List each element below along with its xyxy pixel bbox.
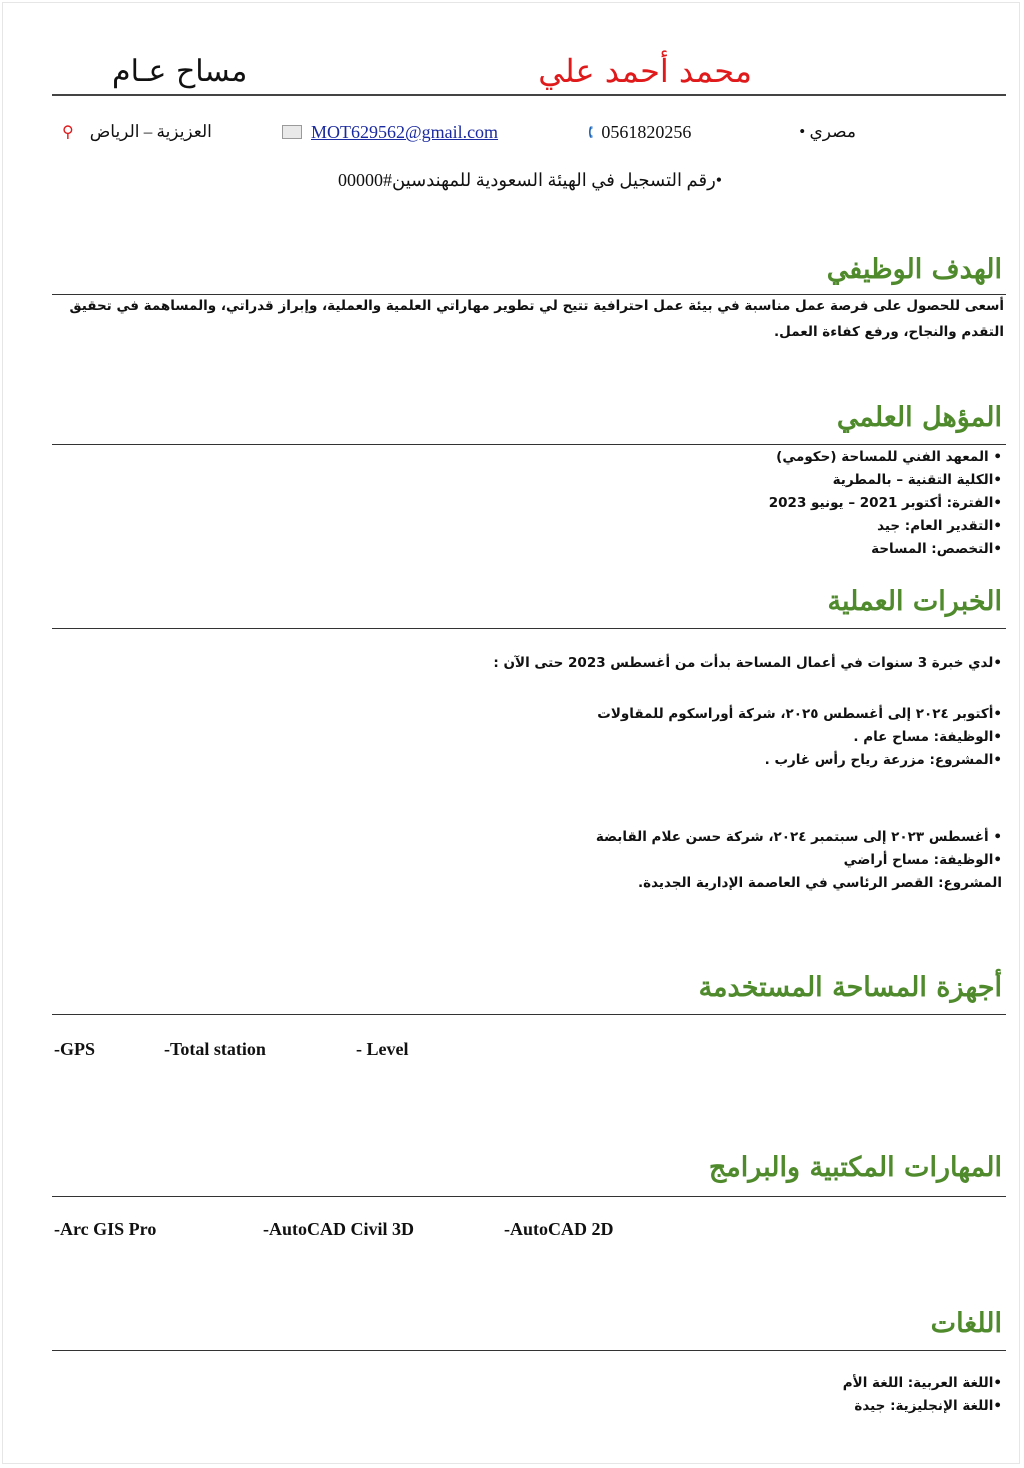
education-list: [769, 446, 1002, 561]
objective-heading: الهدف الوظيفي: [826, 254, 1002, 285]
objective-text: أسعى للحصول على فرصة عمل مناسبة في بيئة عمل احترافية تتيح لي تطوير مهاراتي العلمية والعملية، وإبراز قدراتي، والمساهمة في تحقيق التقدم والنجاح، ورفع كفاءة العمل.: [69, 298, 1004, 340]
person-name: محمد أحمد علي: [538, 52, 752, 90]
experience-heading: الخبرات العملية: [827, 586, 1002, 617]
phone-field[interactable]: [588, 122, 691, 143]
software-arcgis-pro: -Arc GIS Pro: [54, 1219, 157, 1239]
list-item: •التخصص: المساحة: [871, 541, 1002, 557]
list-item: •اللغة العربية: اللغة الأم: [842, 1375, 1002, 1391]
device-level: - Level: [356, 1039, 409, 1059]
list-item: •أكتوبر ٢٠٢٤ إلى أغسطس ٢٠٢٥، شركة أوراسكوم للمقاولات: [597, 706, 1002, 722]
education-heading: المؤهل العلمي: [836, 402, 1002, 433]
email-field[interactable]: [282, 122, 498, 143]
registration-number: •رقم التسجيل في الهيئة السعودية للمهندسين#00000: [338, 170, 723, 190]
location-field: [62, 122, 212, 142]
software-heading: المهارات المكتبية والبرامج: [708, 1152, 1002, 1183]
languages-divider: [52, 1350, 1006, 1351]
languages-heading: اللغات: [930, 1308, 1002, 1339]
devices-divider: [52, 1014, 1006, 1015]
job-title: مساح عـام: [112, 54, 248, 89]
list-item: •المشروع: مزرعة رياح رأس غارب .: [764, 752, 1002, 768]
software-autocad-2d: -AutoCAD 2D: [504, 1219, 614, 1239]
nationality: مصري •: [799, 122, 856, 141]
experience-summary: •لدي خبرة 3 سنوات في أعمال المساحة بدأت من أغسطس 2023 حتى الآن :: [493, 655, 1002, 671]
list-item: • أغسطس ٢٠٢٣ إلى سبتمبر ٢٠٢٤، شركة حسن علام القابضة: [595, 829, 1002, 845]
list-item: •الفترة: أكتوبر 2021 – يونيو 2023: [768, 495, 1002, 511]
experience-divider: [52, 628, 1006, 629]
list-item: •التقدير العام: جيد: [877, 518, 1002, 534]
location-text: العزيزية – الرياض: [89, 122, 212, 141]
header-divider: [52, 94, 1006, 96]
list-item: •الكلية التقنية – بالمطرية: [832, 472, 1002, 488]
mail-icon: [282, 125, 302, 139]
list-item: •الوظيفة: مساح أراضي: [843, 852, 1002, 868]
device-gps: -GPS: [54, 1039, 96, 1059]
devices-heading: أجهزة المساحة المستخدمة: [698, 972, 1002, 1003]
job-1: [597, 703, 1002, 772]
list-item: المشروع: القصر الرئاسي في العاصمة الإدارية الجديدة.: [638, 875, 1002, 891]
phone-number: 0561820256: [601, 122, 692, 142]
list-item: • المعهد الفني للمساحة (حكومي): [776, 449, 1002, 465]
location-pin-icon: ⚲: [62, 124, 74, 141]
education-divider: [52, 444, 1006, 445]
software-divider: [52, 1196, 1006, 1197]
phone-icon: 🕻: [588, 122, 594, 142]
list-item: •الوظيفة: مساح عام .: [853, 729, 1002, 745]
software-civil-3d: -AutoCAD Civil 3D: [263, 1219, 414, 1239]
list-item: •اللغة الإنجليزية: جيدة: [854, 1398, 1002, 1414]
email-link[interactable]: MOT629562@gmail.com: [311, 122, 499, 142]
device-total-station: -Total station: [164, 1039, 266, 1059]
languages-list: [843, 1372, 1002, 1418]
job-2: [596, 826, 1002, 895]
